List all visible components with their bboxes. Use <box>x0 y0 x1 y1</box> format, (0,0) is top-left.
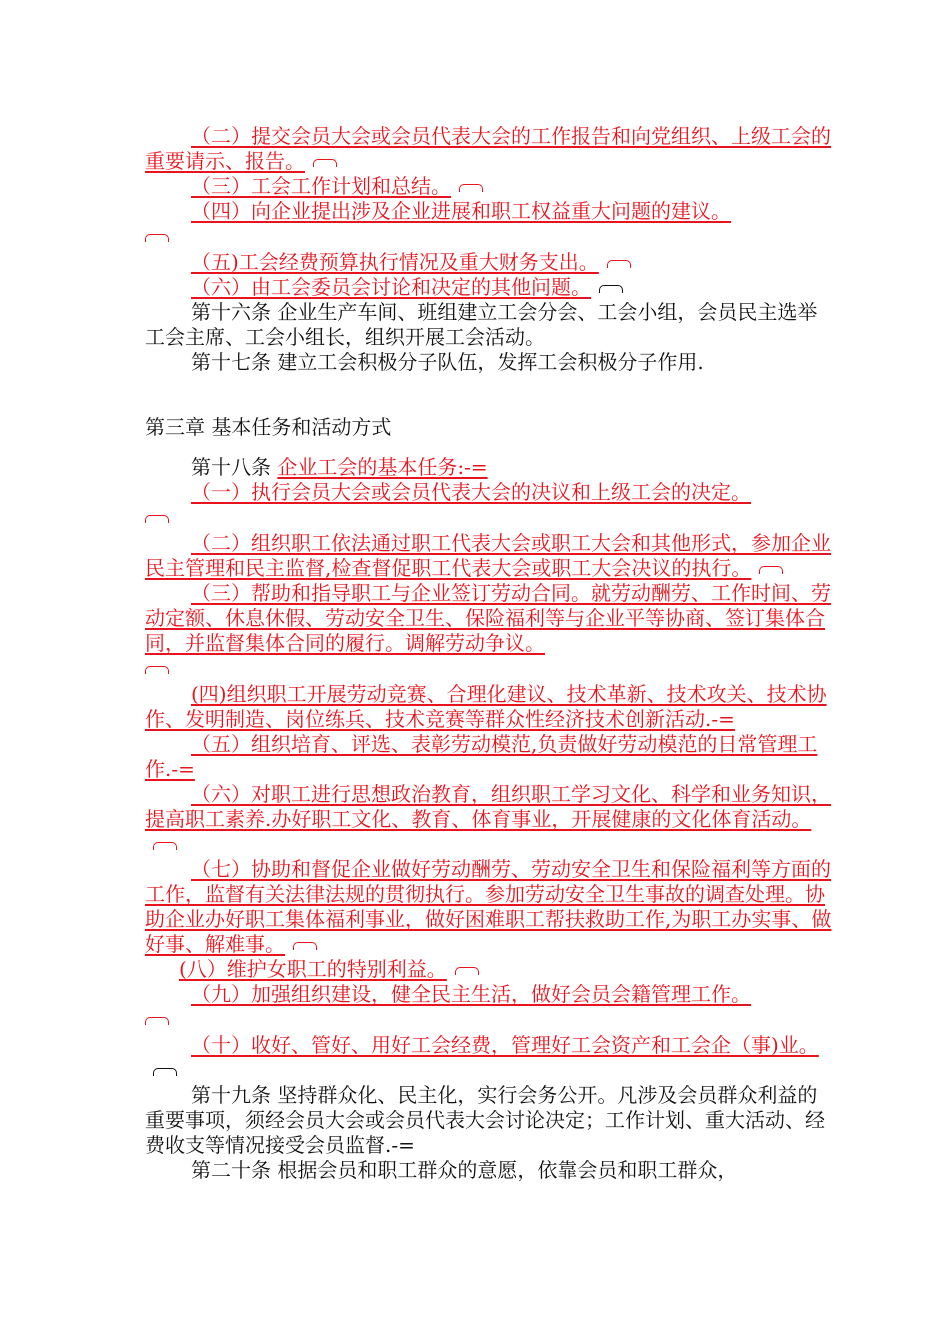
article-19: 第十九条 坚持群众化、民主化，实行会务公开。凡涉及会员群众利益的重要事项，须经会员大会或会员代表大会讨论决定；工作计划、重大活动、经费收支等情况接受会员监督.-= <box>145 1083 825 1157</box>
document-body <box>145 124 835 1183</box>
article-17: 第十七条 建立工会积极分子队伍，发挥工会积极分子作用. <box>191 350 704 374</box>
paragraph-mark-icon <box>455 967 479 975</box>
paragraph-mark-icon <box>607 260 631 268</box>
task-item-3: （三）帮助和指导职工与企业签订劳动合同。就劳动酬劳、工作时间、劳动定额、休息休假、劳动安全卫生、保险福利等与企业平等协商、签订集体合同，并监督集体合同的履行。调解劳动争议。 <box>145 581 831 655</box>
section-item-4: （四）向企业提出涉及企业进展和职工权益重大问题的建议。 <box>191 199 731 223</box>
task-item-4: (四)组织职工开展劳动竞赛、合理化建议、技术革新、技术攻关、技术协作、发明制造、岗位练兵、技术竞赛等群众性经济技术创新活动.-= <box>145 682 827 731</box>
paragraph-mark-icon <box>145 1017 169 1025</box>
paragraph-mark-icon <box>759 566 783 574</box>
paragraph-mark-icon <box>153 1068 177 1076</box>
section-item-2: （二）提交会员大会或会员代表大会的工作报告和向党组织、上级工会的重要请示、报告。 <box>145 124 831 173</box>
section-item-3: （三）工会工作计划和总结。 <box>145 174 835 199</box>
task-item-2: （二）组织职工依法通过职工代表大会或职工大会和其他形式，参加企业民主管理和民主监督,检查督促职工代表大会或职工大会决议的执行。 <box>145 531 831 580</box>
task-item-6: （六）对职工进行思想政治教育，组织职工学习文化、科学和业务知识，提高职工素养.办好职工文化、教育、体育事业，开展健康的文化体育活动。 <box>145 782 835 857</box>
article-18-label: 第十八条 <box>191 455 278 479</box>
task-item-7: （七）协助和督促企业做好劳动酬劳、劳动安全卫生和保险福利等方面的工作，监督有关法律法规的贯彻执行。参加劳动安全卫生事故的调查处理。协助企业办好职工集体福利事业，做好困难职工帮扶救助工作,为职工办实事、做好事、解难事。 <box>145 857 832 956</box>
paragraph-mark-icon <box>145 234 169 242</box>
paragraph-mark-icon <box>459 184 483 192</box>
article-16: 第十六条 企业生产车间、班组建立工会分会、工会小组，会员民主选举工会主席、工会小组长，组织开展工会活动。 <box>145 300 818 349</box>
chapter-heading: 第三章 基本任务和活动方式 <box>145 415 392 439</box>
section-item-6: （六）由工会委员会讨论和决定的其他问题。 <box>145 275 835 300</box>
paragraph-mark-icon <box>313 159 337 167</box>
task-item-1: （一）执行会员大会或会员代表大会的决议和上级工会的决定。 <box>191 480 751 504</box>
task-item-8: (八）维护女职工的特别利益。 <box>145 957 835 982</box>
task-item-10: （十）收好、管好、用好工会经费，管理好工会资产和工会企（事)业。 <box>145 1033 835 1083</box>
article-20: 第二十条 根据会员和职工群众的意愿，依靠会员和职工群众， <box>191 1158 738 1182</box>
paragraph-mark-icon <box>599 285 623 293</box>
paragraph-mark-icon <box>145 515 169 523</box>
task-item-9: （九）加强组织建设，健全民主生活，做好会员会籍管理工作。 <box>191 982 751 1006</box>
paragraph-mark-icon <box>153 842 177 850</box>
article-18 <box>145 455 835 480</box>
task-item-5: （五）组织培育、评选、表彰劳动模范,负责做好劳动模范的日常管理工作.-= <box>145 732 818 781</box>
paragraph-mark-icon <box>145 666 169 674</box>
paragraph-mark-icon <box>293 942 317 950</box>
section-item-5: （五)工会经费预算执行情况及重大财务支出。 <box>145 250 835 275</box>
article-18-text: 企业工会的基本任务:-= <box>277 455 488 479</box>
